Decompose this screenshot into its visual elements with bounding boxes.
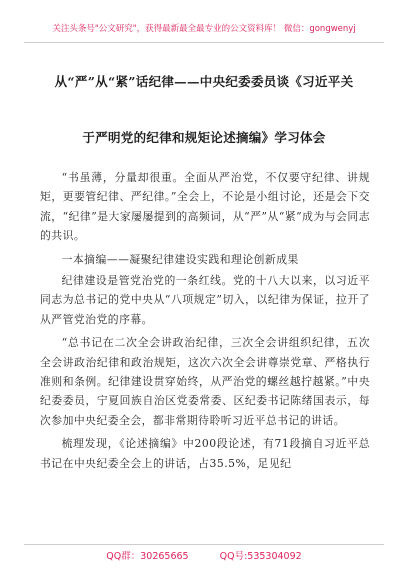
- document-title-line-2: 于严明党的纪律和规矩论述摘编》学习体会: [82, 130, 326, 145]
- document-title-line-1: 从“严”从“紧”话纪律——中央纪委委员谈《习近平关: [54, 74, 354, 89]
- footer-qq-group: QQ群：30265665: [106, 551, 189, 562]
- body-paragraph: 纪律建设是管党治党的一条红线。党的十八大以来，以习近平同志为总书记的党中央从“八项规定”切入，以纪律为保证，拉开了从严管党治党的序幕。: [40, 274, 370, 326]
- header-banner: 关注头条号"公文研究"，获得最新最全最专业的公文资料库！ 微信：gongwenyj: [52, 24, 356, 34]
- body-paragraph: 梳理发现，《论述摘编》中200段论述，有71段摘自习近平总书记在中央纪委全会上的讲话，占35.5%，足见纪: [40, 437, 370, 470]
- document-body: [40, 168, 370, 477]
- footer-qq-number: QQ号:535304092: [219, 551, 302, 562]
- footer: [0, 548, 408, 562]
- section-subheading: 一本摘编——凝聚纪律建设实践和理论创新成果: [61, 252, 299, 266]
- body-paragraph: “总书记在二次全会讲政治纪律，三次全会讲组织纪律，五次全会讲政治纪律和政治规矩，这次六次全会讲尊崇党章、严格执行准则和条例。纪律建设贯穿始终，从严治党的螺丝越拧越紧。”中央纪委委员，宁夏回族自治区党委常委、区纪委书记陈绪国表示，每次参加中央纪委全会，都非常期待聆听习近平总书记的讲话。: [40, 336, 370, 427]
- footer-divider: [24, 544, 384, 545]
- body-paragraph: “书虽薄，分量却很重。全面从严治党，不仅要守纪律、讲规矩，更要管纪律、严纪律。”全会上，不论是小组讨论，还是会下交流，“纪律”是大家屡屡提到的高频词，从“严”从“紧”成为与会同志的共识。: [40, 171, 370, 243]
- header-divider: [24, 42, 384, 43]
